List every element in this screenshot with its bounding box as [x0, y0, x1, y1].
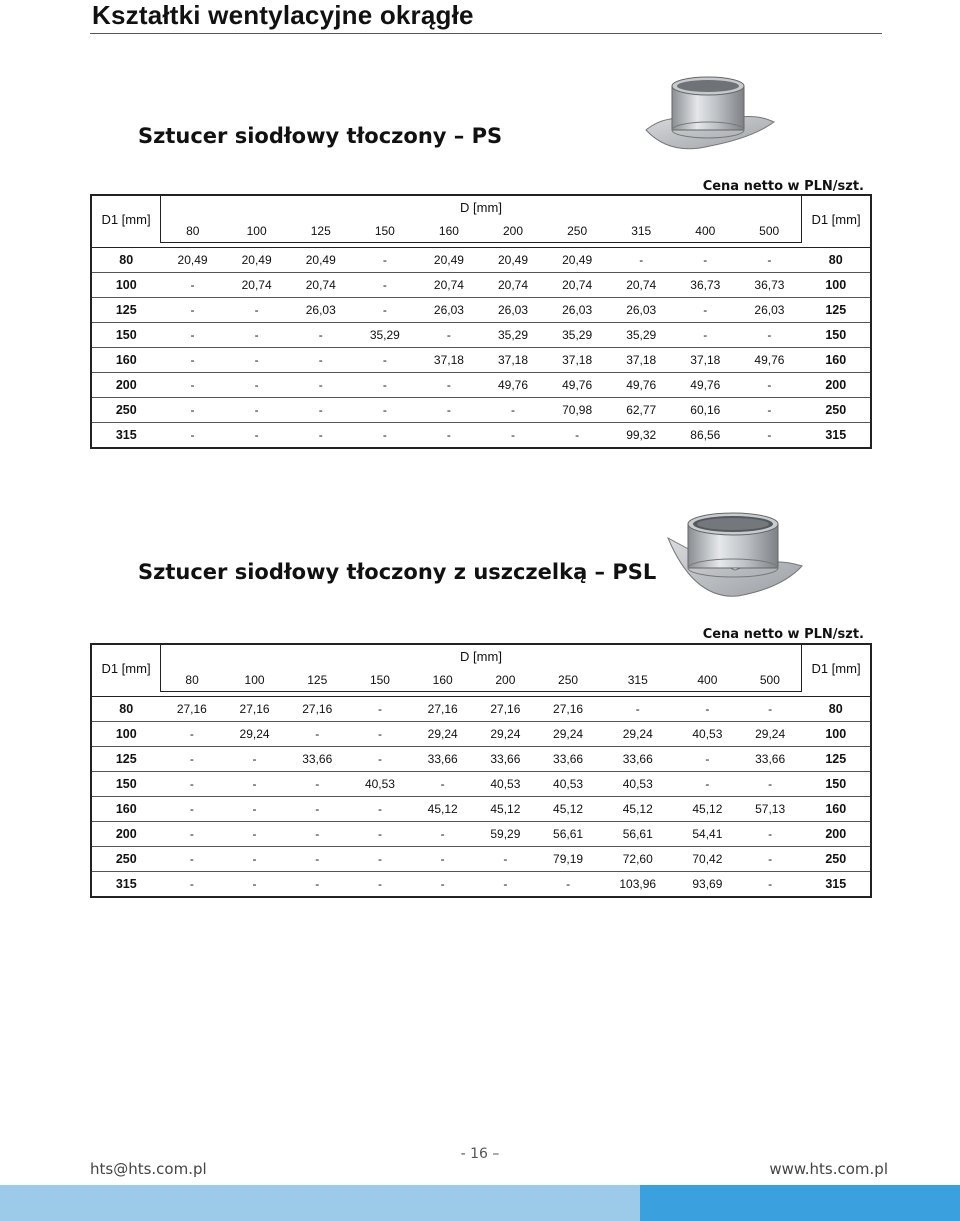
price-cell: - [349, 747, 412, 772]
price-cell: 49,76 [481, 373, 545, 398]
price-cell: 40,53 [349, 772, 412, 797]
table-row [91, 822, 871, 847]
price-cell: 29,24 [411, 722, 474, 747]
price-cell: - [353, 273, 417, 298]
price-cell: 20,49 [545, 248, 609, 273]
price-cell: 33,66 [739, 747, 802, 772]
price-cell: - [353, 248, 417, 273]
price-cell: - [225, 298, 289, 323]
table-row [91, 747, 871, 772]
row-d1-label: 200 [802, 373, 872, 398]
row-d1-label: 125 [91, 747, 161, 772]
price-cell: 40,53 [474, 772, 537, 797]
price-cell: - [225, 348, 289, 373]
price-cell: 36,73 [673, 273, 737, 298]
price-cell: - [161, 847, 224, 872]
price-cell: - [161, 373, 225, 398]
price-cell: - [737, 248, 801, 273]
price-cell: - [676, 697, 739, 722]
price-cell: 72,60 [599, 847, 676, 872]
price-cell: - [575, 428, 580, 442]
size-column-header: 160 [417, 219, 481, 243]
price-cell: 37,18 [481, 348, 545, 373]
price-cell: - [254, 428, 259, 442]
size-column-header: 125 [289, 219, 353, 243]
size-column-header: 100 [225, 219, 289, 243]
price-cell: 27,16 [286, 697, 349, 722]
price-cell: - [411, 772, 474, 797]
price-cell: - [349, 822, 412, 847]
price-cell: 86,56 [690, 428, 721, 442]
row-d1-label: 80 [91, 248, 161, 273]
price-cell: 45,12 [411, 797, 474, 822]
row-d1-label: 160 [91, 797, 161, 822]
price-cell: 35,29 [481, 323, 545, 348]
price-cell: 54,41 [676, 822, 739, 847]
price-cell: 27,16 [161, 697, 224, 722]
price-cell: 27,16 [537, 697, 600, 722]
price-cell: 29,24 [474, 722, 537, 747]
price-cell: - [286, 822, 349, 847]
table-row [91, 872, 871, 898]
price-cell: - [417, 373, 481, 398]
row-d1-label: 125 [802, 747, 872, 772]
size-column-header: 500 [737, 219, 801, 243]
price-cell: - [767, 428, 772, 442]
d1-header-right: D1 [mm] [802, 644, 872, 692]
price-cell: 49,76 [545, 373, 609, 398]
price-cell: 93,69 [692, 877, 723, 891]
page-number: - 16 – [460, 1146, 500, 1162]
price-cell: 29,24 [223, 722, 286, 747]
row-d1-label: 150 [802, 772, 872, 797]
price-cell: 26,03 [545, 298, 609, 323]
d1-header-left: D1 [mm] [91, 644, 161, 692]
row-d1-label: 160 [91, 348, 161, 373]
price-cell: 62,77 [609, 398, 673, 423]
row-d1-label: 150 [802, 323, 872, 348]
price-cell: - [503, 877, 508, 891]
price-cell: - [161, 348, 225, 373]
price-cell: - [737, 323, 801, 348]
section-title-ps: Sztucer siodłowy tłoczony – PS [138, 124, 503, 148]
price-cell: 27,16 [411, 697, 474, 722]
price-cell: - [161, 772, 224, 797]
row-d1-label: 150 [91, 772, 161, 797]
price-cell: - [286, 847, 349, 872]
price-cell: - [411, 822, 474, 847]
d1-header-right: D1 [mm] [802, 195, 872, 243]
price-cell: - [377, 877, 382, 891]
price-cell: 103,96 [619, 877, 657, 891]
price-cell: - [286, 797, 349, 822]
row-d1-label: 160 [802, 797, 872, 822]
row-d1-label: 125 [802, 298, 872, 323]
price-cell: - [474, 847, 537, 872]
d-header: D [mm] [460, 200, 502, 215]
page-title: Kształtki wentylacyjne okrągłe [92, 0, 474, 30]
price-cell: - [566, 877, 571, 891]
price-cell: - [225, 373, 289, 398]
price-cell: 49,76 [609, 373, 673, 398]
size-column-header: 150 [349, 668, 412, 692]
price-cell: - [161, 323, 225, 348]
price-cell: - [349, 797, 412, 822]
row-d1-label: 315 [825, 428, 847, 442]
price-cell: - [289, 398, 353, 423]
price-cell: - [161, 273, 225, 298]
price-cell: - [223, 822, 286, 847]
row-d1-label: 315 [115, 428, 137, 442]
row-d1-label: 160 [802, 348, 872, 373]
price-cell: 40,53 [599, 772, 676, 797]
price-cell: 56,61 [537, 822, 600, 847]
price-cell: - [768, 877, 773, 891]
price-cell: - [161, 797, 224, 822]
row-d1-label: 150 [91, 323, 161, 348]
price-cell: - [353, 398, 417, 423]
price-cell: - [609, 248, 673, 273]
price-cell: - [673, 298, 737, 323]
price-cell: - [673, 248, 737, 273]
size-column-header: 250 [537, 668, 600, 692]
table-row [91, 298, 871, 323]
price-cell: 57,13 [739, 797, 802, 822]
price-cell: 29,24 [599, 722, 676, 747]
row-d1-label: 80 [91, 697, 161, 722]
row-d1-label: 100 [802, 722, 872, 747]
table-row [91, 423, 871, 449]
price-cell: - [223, 797, 286, 822]
price-cell: 20,74 [545, 273, 609, 298]
price-cell: 33,66 [411, 747, 474, 772]
size-column-header: 80 [161, 219, 225, 243]
price-cell: 49,76 [737, 348, 801, 373]
row-d1-label: 100 [91, 273, 161, 298]
saddle-fitting-ps-image [640, 72, 780, 164]
price-cell: 26,03 [609, 298, 673, 323]
table-row [91, 273, 871, 298]
price-cell: 37,18 [417, 348, 481, 373]
row-d1-label: 250 [802, 398, 872, 423]
footer-email-link[interactable]: hts@hts.com.pl [90, 1160, 207, 1178]
table-row [91, 348, 871, 373]
footer-color-bar-accent [640, 1185, 960, 1221]
table-row [91, 323, 871, 348]
price-cell: 99,32 [626, 428, 657, 442]
d1-header-left: D1 [mm] [91, 195, 161, 243]
size-column-header: 160 [411, 668, 474, 692]
price-cell: - [417, 398, 481, 423]
price-cell: 49,76 [673, 373, 737, 398]
size-column-header: 200 [481, 219, 545, 243]
price-cell: 20,74 [417, 273, 481, 298]
footer-website-link[interactable]: www.hts.com.pl [769, 1160, 888, 1178]
price-cell: - [289, 373, 353, 398]
price-cell: - [252, 877, 257, 891]
price-cell: - [739, 822, 802, 847]
price-cell: 20,49 [289, 248, 353, 273]
row-d1-label: 315 [115, 877, 137, 891]
price-cell: - [676, 747, 739, 772]
size-column-header: 125 [286, 668, 349, 692]
price-cell: - [353, 348, 417, 373]
saddle-fitting-psl-image [660, 508, 810, 608]
price-cell: - [161, 298, 225, 323]
price-cell: - [190, 428, 195, 442]
row-d1-label: 315 [825, 877, 847, 891]
price-cell: 27,16 [223, 697, 286, 722]
price-cell: - [676, 772, 739, 797]
size-column-header: 250 [545, 219, 609, 243]
title-divider [90, 33, 882, 34]
price-cell: - [286, 772, 349, 797]
price-cell: - [382, 428, 387, 442]
footer-color-bar [0, 1185, 960, 1221]
size-column-header: 315 [609, 219, 673, 243]
price-cell: - [481, 398, 545, 423]
price-cell: 20,49 [417, 248, 481, 273]
price-cell: 45,12 [599, 797, 676, 822]
table-row [91, 373, 871, 398]
price-cell: - [349, 847, 412, 872]
price-cell: - [223, 847, 286, 872]
row-d1-label: 200 [802, 822, 872, 847]
price-cell: 37,18 [609, 348, 673, 373]
size-column-header: 150 [353, 219, 417, 243]
size-column-header: 400 [673, 219, 737, 243]
size-column-header: 500 [739, 668, 802, 692]
price-cell: 70,98 [545, 398, 609, 423]
row-d1-label: 250 [91, 847, 161, 872]
price-cell: 59,29 [474, 822, 537, 847]
price-cell: 35,29 [353, 323, 417, 348]
table-row [91, 398, 871, 423]
d-header: D [mm] [460, 649, 502, 664]
price-note-ps: Cena netto w PLN/szt. [702, 179, 864, 194]
row-d1-label: 200 [91, 373, 161, 398]
price-cell: 20,74 [609, 273, 673, 298]
price-cell: 26,03 [481, 298, 545, 323]
price-cell: 27,16 [474, 697, 537, 722]
price-cell: 20,74 [225, 273, 289, 298]
price-cell: - [739, 847, 802, 872]
price-cell: - [189, 877, 194, 891]
size-column-header: 100 [223, 668, 286, 692]
price-cell: 20,49 [161, 248, 225, 273]
price-cell: - [737, 373, 801, 398]
row-d1-label: 100 [91, 722, 161, 747]
size-column-header: 80 [161, 668, 224, 692]
price-cell: - [446, 428, 451, 442]
rows-ps [91, 248, 871, 449]
price-cell: 33,66 [599, 747, 676, 772]
price-cell: 56,61 [599, 822, 676, 847]
size-column-header: 200 [474, 668, 537, 692]
price-cell: - [315, 877, 320, 891]
price-cell: 20,74 [289, 273, 353, 298]
price-cell: 29,24 [739, 722, 802, 747]
price-cell: 45,12 [676, 797, 739, 822]
price-cell: 45,12 [474, 797, 537, 822]
price-cell: - [289, 348, 353, 373]
price-cell: - [739, 772, 802, 797]
price-cell: - [440, 877, 445, 891]
table-row [91, 697, 871, 722]
price-cell: - [411, 847, 474, 872]
price-cell: - [225, 323, 289, 348]
price-cell: - [161, 398, 225, 423]
price-cell: - [349, 722, 412, 747]
price-cell: 33,66 [286, 747, 349, 772]
price-cell: 29,24 [537, 722, 600, 747]
price-cell: - [225, 398, 289, 423]
price-cell: - [286, 722, 349, 747]
table-row [91, 722, 871, 747]
table-row [91, 847, 871, 872]
price-cell: - [161, 722, 224, 747]
price-cell: - [511, 428, 516, 442]
price-cell: - [353, 373, 417, 398]
price-cell: 20,49 [481, 248, 545, 273]
table-row [91, 248, 871, 273]
row-d1-label: 125 [91, 298, 161, 323]
price-cell: 33,66 [537, 747, 600, 772]
price-cell: 20,74 [481, 273, 545, 298]
price-cell: 26,03 [737, 298, 801, 323]
price-cell: 33,66 [474, 747, 537, 772]
price-cell: 26,03 [417, 298, 481, 323]
price-table-ps [90, 194, 872, 449]
price-cell: 26,03 [289, 298, 353, 323]
price-cell: - [353, 298, 417, 323]
price-cell: - [673, 323, 737, 348]
price-cell: - [161, 822, 224, 847]
price-cell: - [318, 428, 323, 442]
table-row [91, 772, 871, 797]
price-note-psl: Cena netto w PLN/szt. [702, 627, 864, 642]
price-cell: 79,19 [537, 847, 600, 872]
table-row [91, 797, 871, 822]
price-cell: - [223, 772, 286, 797]
row-d1-label: 80 [802, 697, 872, 722]
rows-psl [91, 697, 871, 898]
row-d1-label: 250 [802, 847, 872, 872]
row-d1-label: 250 [91, 398, 161, 423]
price-cell: 20,49 [225, 248, 289, 273]
price-cell: - [223, 747, 286, 772]
price-cell: - [161, 747, 224, 772]
price-cell: - [289, 323, 353, 348]
size-column-header: 315 [599, 668, 676, 692]
price-cell: 40,53 [537, 772, 600, 797]
price-cell: - [349, 697, 412, 722]
price-cell: 70,42 [676, 847, 739, 872]
price-cell: 35,29 [609, 323, 673, 348]
size-column-header: 400 [676, 668, 739, 692]
price-table-psl [90, 643, 872, 898]
price-cell: 60,16 [673, 398, 737, 423]
price-cell: 45,12 [537, 797, 600, 822]
price-cell: - [417, 323, 481, 348]
price-cell: 40,53 [676, 722, 739, 747]
row-d1-label: 80 [802, 248, 872, 273]
price-cell: 36,73 [737, 273, 801, 298]
section-title-psl: Sztucer siodłowy tłoczony z uszczelką – PSL [138, 560, 657, 584]
price-cell: - [739, 697, 802, 722]
price-cell: - [599, 697, 676, 722]
price-cell: 35,29 [545, 323, 609, 348]
price-cell: - [737, 398, 801, 423]
row-d1-label: 200 [91, 822, 161, 847]
row-d1-label: 100 [802, 273, 872, 298]
price-cell: 37,18 [545, 348, 609, 373]
price-cell: 37,18 [673, 348, 737, 373]
